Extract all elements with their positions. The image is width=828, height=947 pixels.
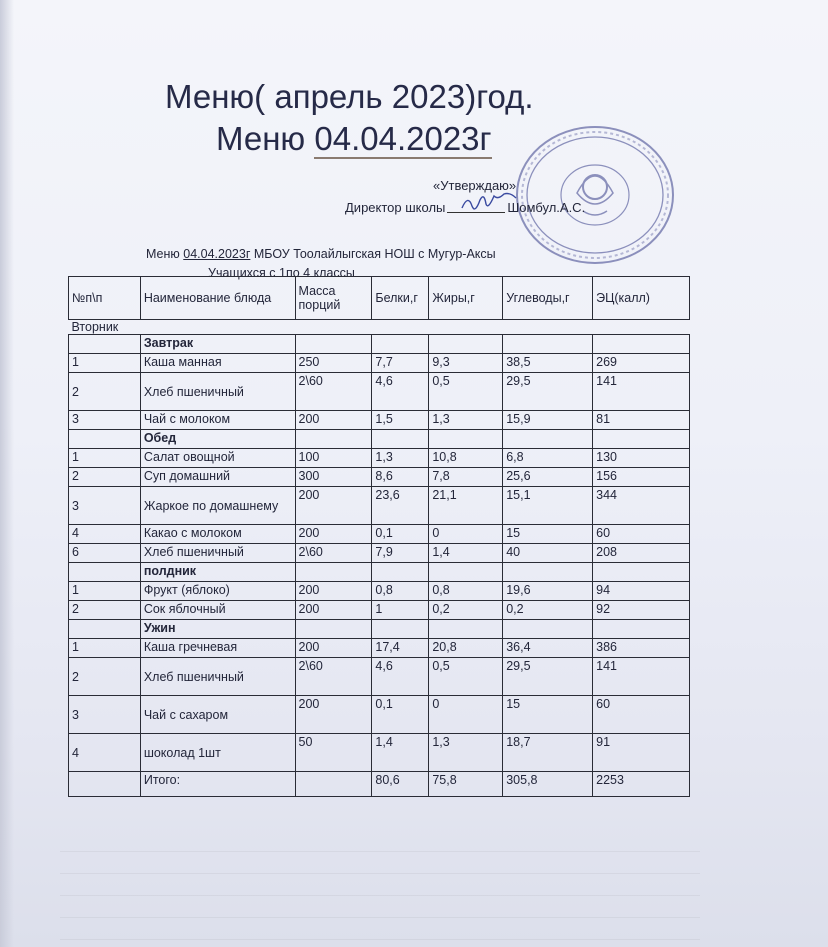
header-cell: Наименование блюда	[140, 277, 295, 320]
empty-cell	[503, 430, 593, 449]
row-number: 2	[69, 658, 141, 696]
portion-mass: 50	[295, 734, 372, 772]
kcal-value: 344	[593, 487, 690, 525]
portion-mass: 200	[295, 487, 372, 525]
caption-prefix: Меню	[146, 247, 184, 261]
protein-value: 0,8	[372, 582, 429, 601]
fat-value: 1,4	[429, 544, 503, 563]
table-row	[69, 449, 690, 468]
kcal-value: 60	[593, 696, 690, 734]
carb-value: 15,1	[503, 487, 593, 525]
table-row	[69, 525, 690, 544]
total-fat: 75,8	[429, 772, 503, 797]
empty-cell	[593, 563, 690, 582]
carb-value: 15	[503, 525, 593, 544]
empty-cell	[429, 430, 503, 449]
table-row	[69, 734, 690, 772]
director-label: Директор школы	[345, 200, 446, 215]
table-row	[69, 601, 690, 620]
protein-value: 7,9	[372, 544, 429, 563]
empty-cell	[295, 563, 372, 582]
caption-date: 04.04.2023г	[183, 247, 251, 261]
protein-value: 4,6	[372, 373, 429, 411]
empty-cell	[593, 430, 690, 449]
protein-value: 17,4	[372, 639, 429, 658]
signature-icon	[460, 192, 520, 214]
fat-value: 0	[429, 696, 503, 734]
table-row	[69, 639, 690, 658]
section-row	[69, 430, 690, 449]
dish-name: Каша манная	[140, 354, 295, 373]
empty-cell	[69, 335, 141, 354]
menu-table	[68, 276, 690, 797]
row-number: 3	[69, 696, 141, 734]
table-row	[69, 411, 690, 430]
portion-mass: 200	[295, 411, 372, 430]
portion-mass: 200	[295, 582, 372, 601]
table-row	[69, 468, 690, 487]
row-number: 6	[69, 544, 141, 563]
empty-cell	[372, 335, 429, 354]
fat-value: 7,8	[429, 468, 503, 487]
carb-value: 18,7	[503, 734, 593, 772]
kcal-value: 60	[593, 525, 690, 544]
row-number: 3	[69, 411, 141, 430]
row-number: 2	[69, 373, 141, 411]
day-label: Вторник	[71, 320, 119, 334]
empty-cell	[429, 335, 503, 354]
protein-value: 1	[372, 601, 429, 620]
table-row	[69, 354, 690, 373]
carb-value: 38,5	[503, 354, 593, 373]
kcal-value: 130	[593, 449, 690, 468]
empty-cell	[372, 430, 429, 449]
empty-cell	[69, 563, 141, 582]
menu-table-body	[69, 277, 690, 797]
row-number: 1	[69, 639, 141, 658]
kcal-value: 386	[593, 639, 690, 658]
dish-name: Хлеб пшеничный	[140, 544, 295, 563]
row-number: 1	[69, 449, 141, 468]
dish-name: Суп домашний	[140, 468, 295, 487]
portion-mass: 200	[295, 601, 372, 620]
portion-mass: 300	[295, 468, 372, 487]
empty-cell	[69, 772, 141, 797]
table-row	[69, 373, 690, 411]
carb-value: 0,2	[503, 601, 593, 620]
header-cell: Масса порций	[295, 277, 372, 320]
fat-value: 0	[429, 525, 503, 544]
section-title: Обед	[140, 430, 295, 449]
empty-cell	[503, 335, 593, 354]
carb-value: 36,4	[503, 639, 593, 658]
menu-caption	[146, 247, 496, 261]
table-row	[69, 696, 690, 734]
empty-cell	[429, 620, 503, 639]
row-number: 4	[69, 525, 141, 544]
carb-value: 40	[503, 544, 593, 563]
protein-value: 0,1	[372, 696, 429, 734]
school-seal-icon	[510, 123, 675, 273]
day-row	[69, 320, 690, 335]
approval-label: «Утверждаю»	[433, 178, 517, 193]
kcal-value: 91	[593, 734, 690, 772]
empty-cell	[593, 620, 690, 639]
kcal-value: 92	[593, 601, 690, 620]
kcal-value: 141	[593, 658, 690, 696]
dish-name: Каша гречневая	[140, 639, 295, 658]
carb-value: 6,8	[503, 449, 593, 468]
total-kcal: 2253	[593, 772, 690, 797]
empty-cell	[295, 772, 372, 797]
kcal-value: 141	[593, 373, 690, 411]
dish-name: Хлеб пшеничный	[140, 373, 295, 411]
carb-value: 15,9	[503, 411, 593, 430]
fat-value: 0,5	[429, 373, 503, 411]
empty-cell	[295, 430, 372, 449]
row-number: 3	[69, 487, 141, 525]
portion-mass: 200	[295, 639, 372, 658]
empty-cell	[503, 620, 593, 639]
header-cell: Жиры,г	[429, 277, 503, 320]
protein-value: 4,6	[372, 658, 429, 696]
kcal-value: 94	[593, 582, 690, 601]
fat-value: 21,1	[429, 487, 503, 525]
caption-school: МБОУ Тоолайлыгская НОШ с Мугур-Аксы	[250, 247, 496, 261]
portion-mass: 2\60	[295, 373, 372, 411]
header-cell: Углеводы,г	[503, 277, 593, 320]
fat-value: 10,8	[429, 449, 503, 468]
fat-value: 20,8	[429, 639, 503, 658]
row-number: 2	[69, 468, 141, 487]
total-protein: 80,6	[372, 772, 429, 797]
header-cell: №п\п	[69, 277, 141, 320]
row-number: 1	[69, 582, 141, 601]
table-row	[69, 582, 690, 601]
portion-mass: 200	[295, 525, 372, 544]
portion-mass: 2\60	[295, 658, 372, 696]
protein-value: 0,1	[372, 525, 429, 544]
fat-value: 0,2	[429, 601, 503, 620]
dish-name: Жаркое по домашнему	[140, 487, 295, 525]
header-cell: ЭЦ(калл)	[593, 277, 690, 320]
empty-cell	[593, 335, 690, 354]
paper-edge	[0, 0, 14, 947]
carb-value: 25,6	[503, 468, 593, 487]
portion-mass: 250	[295, 354, 372, 373]
protein-value: 8,6	[372, 468, 429, 487]
section-title: Завтрак	[140, 335, 295, 354]
dish-name: Чай с сахаром	[140, 696, 295, 734]
kcal-value: 156	[593, 468, 690, 487]
portion-mass: 100	[295, 449, 372, 468]
fat-value: 1,3	[429, 734, 503, 772]
row-number: 1	[69, 354, 141, 373]
table-row	[69, 544, 690, 563]
portion-mass: 2\60	[295, 544, 372, 563]
subtitle-prefix: Меню	[216, 120, 315, 157]
page-title: Меню( апрель 2023)год.	[165, 78, 534, 115]
total-label: Итого:	[140, 772, 295, 797]
dish-name: Салат овощной	[140, 449, 295, 468]
empty-cell	[503, 563, 593, 582]
empty-cell	[372, 620, 429, 639]
empty-cell	[69, 430, 141, 449]
section-row	[69, 620, 690, 639]
table-row	[69, 658, 690, 696]
director-name: Шомбул.А.С.	[507, 200, 586, 215]
empty-cell	[372, 563, 429, 582]
dish-name: Фрукт (яблоко)	[140, 582, 295, 601]
fat-value: 0,5	[429, 658, 503, 696]
protein-value: 23,6	[372, 487, 429, 525]
bleed-through-shadow	[60, 840, 700, 940]
page-subtitle	[216, 120, 492, 158]
empty-cell	[295, 620, 372, 639]
protein-value: 1,3	[372, 449, 429, 468]
carb-value: 15	[503, 696, 593, 734]
dish-name: Хлеб пшеничный	[140, 658, 295, 696]
fat-value: 9,3	[429, 354, 503, 373]
protein-value: 1,5	[372, 411, 429, 430]
header-cell: Белки,г	[372, 277, 429, 320]
kcal-value: 81	[593, 411, 690, 430]
dish-name: Чай с молоком	[140, 411, 295, 430]
total-carb: 305,8	[503, 772, 593, 797]
fat-value: 1,3	[429, 411, 503, 430]
protein-value: 7,7	[372, 354, 429, 373]
carb-value: 29,5	[503, 658, 593, 696]
section-title: Ужин	[140, 620, 295, 639]
kcal-value: 269	[593, 354, 690, 373]
kcal-value: 208	[593, 544, 690, 563]
dish-name: шоколад 1шт	[140, 734, 295, 772]
row-number: 4	[69, 734, 141, 772]
students-caption: Учащихся с 1по 4 классы	[208, 266, 355, 280]
table-header-row	[69, 277, 690, 320]
empty-cell	[295, 335, 372, 354]
subtitle-date: 04.04.2023г	[314, 120, 492, 157]
section-title: полдник	[140, 563, 295, 582]
dish-name: Какао с молоком	[140, 525, 295, 544]
section-row	[69, 335, 690, 354]
dish-name: Сок яблочный	[140, 601, 295, 620]
total-row	[69, 772, 690, 797]
section-row	[69, 563, 690, 582]
carb-value: 29,5	[503, 373, 593, 411]
fat-value: 0,8	[429, 582, 503, 601]
protein-value: 1,4	[372, 734, 429, 772]
table-row	[69, 487, 690, 525]
row-number: 2	[69, 601, 141, 620]
portion-mass: 200	[295, 696, 372, 734]
empty-cell	[69, 620, 141, 639]
empty-cell	[429, 563, 503, 582]
carb-value: 19,6	[503, 582, 593, 601]
